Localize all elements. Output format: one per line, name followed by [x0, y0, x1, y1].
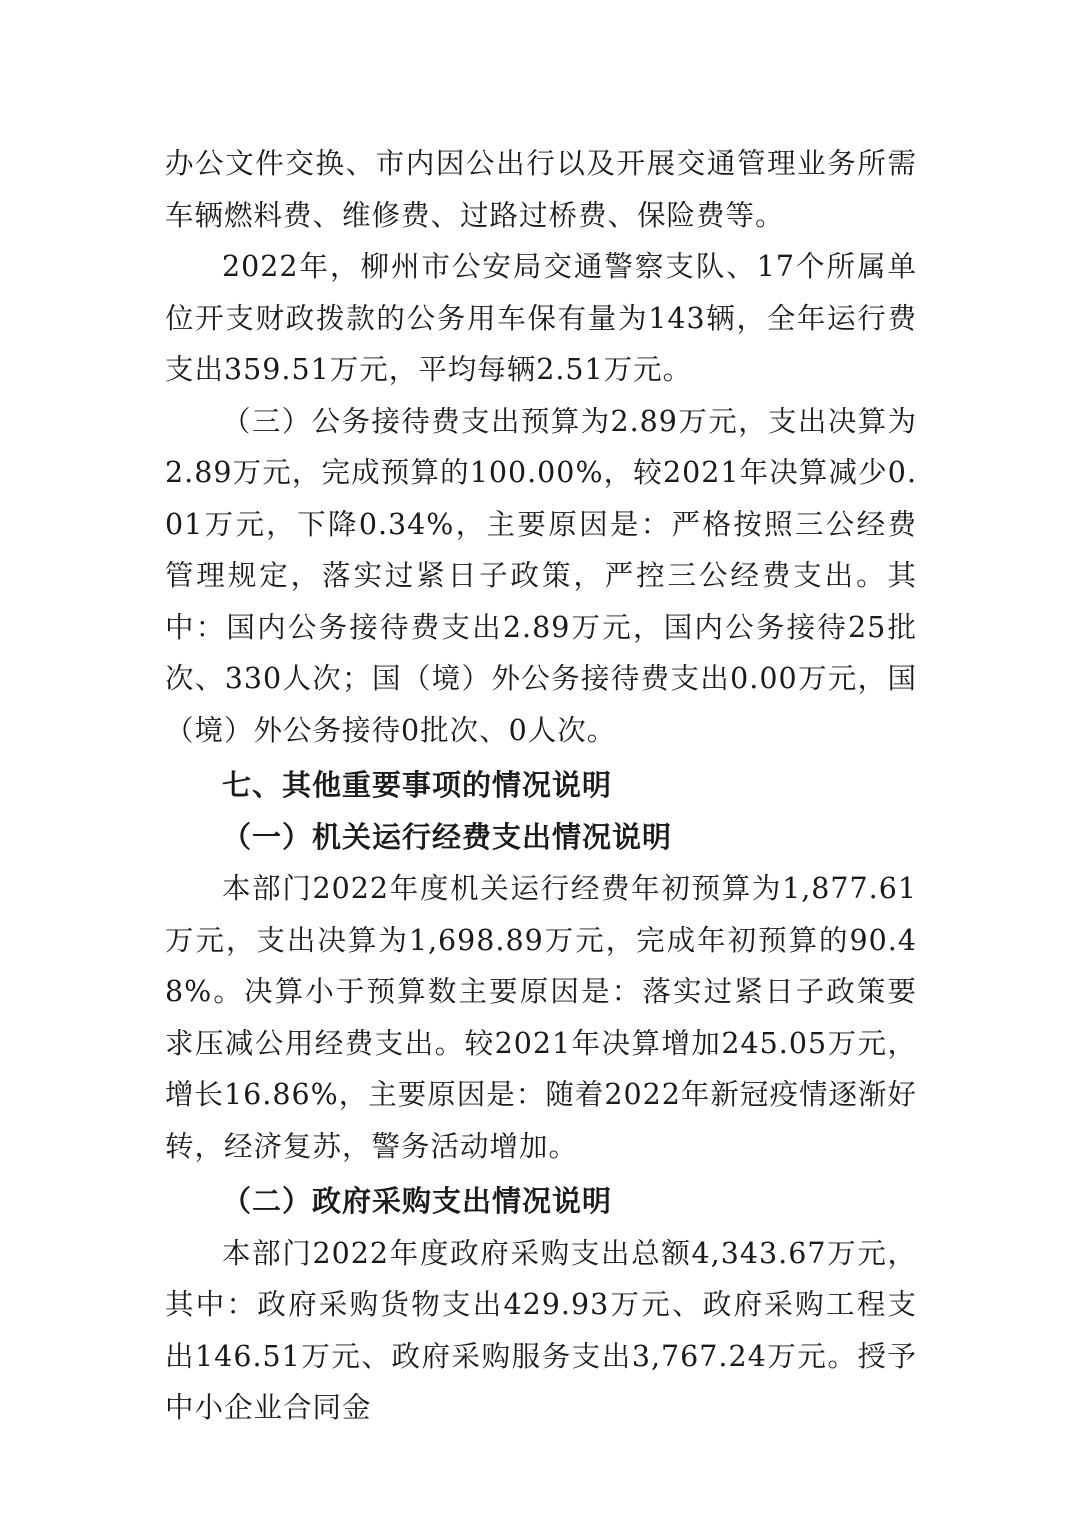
- paragraph-vehicle-costs: 办公文件交换、市内因公出行以及开展交通管理业务所需车辆燃料费、维修费、过路过桥费、保险费等。: [165, 147, 917, 232]
- paragraph-procurement: 本部门2022年度政府采购支出总额4,343.67万元，其中：政府采购货物支出429.93万元、政府采购工程支出146.51万元、政府采购服务支出3,767.24万元。授予中小企业合同金: [165, 1236, 917, 1424]
- document-body: [165, 138, 917, 1434]
- subsection-heading-procurement: （二）政府采购支出情况说明: [222, 1184, 613, 1218]
- paragraph-operating-expenses: 本部门2022年度机关运行经费年初预算为1,877.61万元，支出决算为1,698.89万元，完成年初预算的90.48%。决算小于预算数主要原因是：落实过紧日子政策要求压减公用经费支出。较2021年决算增加245.05万元，增长16.86%，主要原因是：随着2022年新冠疫情逐渐好转，经济复苏，警务活动增加。: [165, 872, 917, 1163]
- paragraph-vehicle-count: 2022年，柳州市公安局交通警察支队、17个所属单位开支财政拨款的公务用车保有量为143辆，全年运行费支出359.51万元，平均每辆2.51万元。: [165, 250, 917, 386]
- subsection-heading-operating-expenses: （一）机关运行经费支出情况说明: [222, 819, 673, 854]
- section-heading-other-matters: 七、其他重要事项的情况说明: [222, 768, 613, 802]
- paragraph-reception-expenses: （三）公务接待费支出预算为2.89万元，支出决算为2.89万元，完成预算的100.00%，较2021年决算减少0.01万元，下降0.34%，主要原因是：严格按照三公经费管理规定，落实过紧日子政策，严控三公经费支出。其中：国内公务接待费支出2.89万元，国内公务接待25批次、330人次；国（境）外公务接待费支出0.00万元，国（境）外公务接待0批次、0人次。: [165, 404, 917, 747]
